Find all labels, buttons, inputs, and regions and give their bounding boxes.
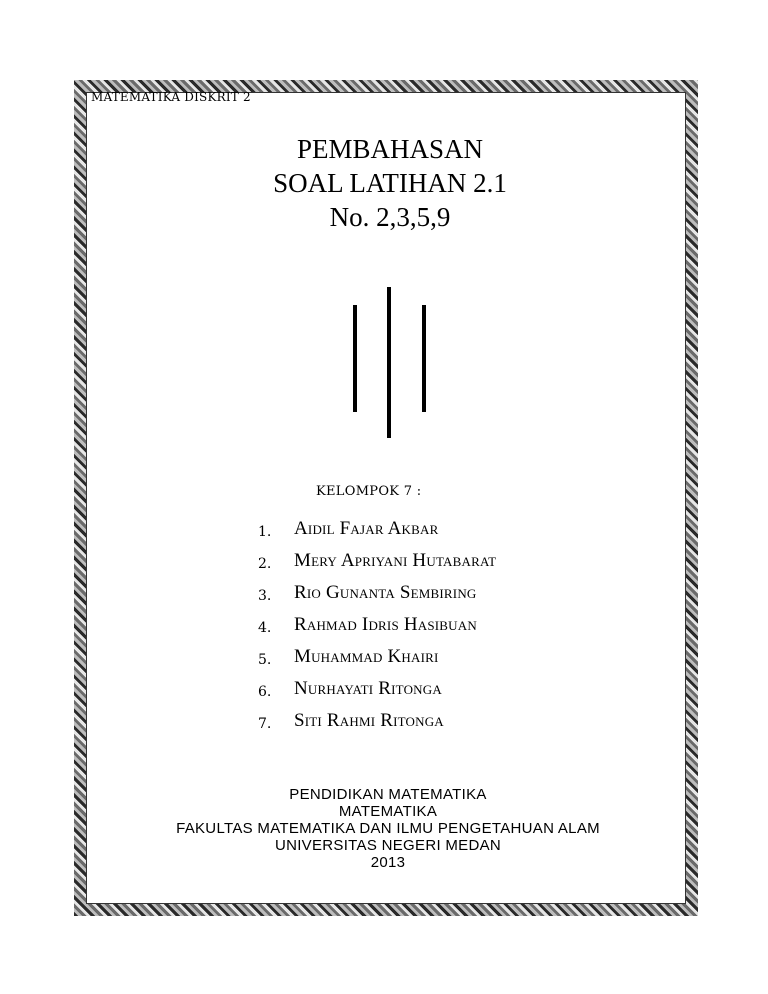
member-number: 7. bbox=[258, 716, 272, 732]
list-item bbox=[258, 678, 496, 710]
list-item bbox=[258, 550, 496, 582]
member-list bbox=[258, 518, 496, 742]
member-number: 2. bbox=[258, 556, 272, 572]
institution-line-4: UNIVERSITAS NEGERI MEDAN bbox=[274, 837, 502, 854]
member-number: 6. bbox=[258, 684, 272, 700]
group-label: KELOMPOK 7 : bbox=[316, 484, 422, 499]
title-line-2: SOAL LATIHAN 2.1 bbox=[273, 168, 507, 198]
member-number: 5. bbox=[258, 652, 272, 668]
bar-right bbox=[422, 305, 426, 412]
member-name: Rio Gunanta Sembiring bbox=[294, 582, 477, 603]
institution-line-5: 2013 bbox=[370, 854, 406, 871]
institution-line-3: FAKULTAS MATEMATIKA DAN ILMU PENGETAHUAN ALAM bbox=[176, 820, 600, 837]
institution-line-2: MATEMATIKA bbox=[338, 803, 438, 820]
member-name: Aidil Fajar Akbar bbox=[294, 518, 439, 539]
institution-block bbox=[0, 786, 768, 871]
member-number: 4. bbox=[258, 620, 272, 636]
list-item bbox=[258, 710, 496, 742]
list-item bbox=[258, 518, 496, 550]
member-number: 1. bbox=[258, 524, 272, 540]
member-name: Siti Rahmi Ritonga bbox=[294, 710, 444, 731]
member-name: Rahmad Idris Hasibuan bbox=[294, 614, 477, 635]
bar-left bbox=[353, 305, 357, 412]
bar-middle bbox=[387, 287, 391, 438]
member-name: Mery Apriyani Hutabarat bbox=[294, 550, 497, 571]
list-item bbox=[258, 646, 496, 678]
member-name: Muhammad Khairi bbox=[294, 646, 439, 667]
member-name: Nurhayati Ritonga bbox=[294, 678, 442, 699]
title-line-3: No. 2,3,5,9 bbox=[329, 202, 451, 232]
course-header-label: MATEMATIKA DISKRIT 2 bbox=[91, 90, 251, 104]
member-number: 3. bbox=[258, 588, 272, 604]
list-item bbox=[258, 614, 496, 646]
title-line-1: PEMBAHASAN bbox=[296, 134, 484, 164]
list-item bbox=[258, 582, 496, 614]
institution-line-1: PENDIDIKAN MATEMATIKA bbox=[289, 786, 487, 803]
